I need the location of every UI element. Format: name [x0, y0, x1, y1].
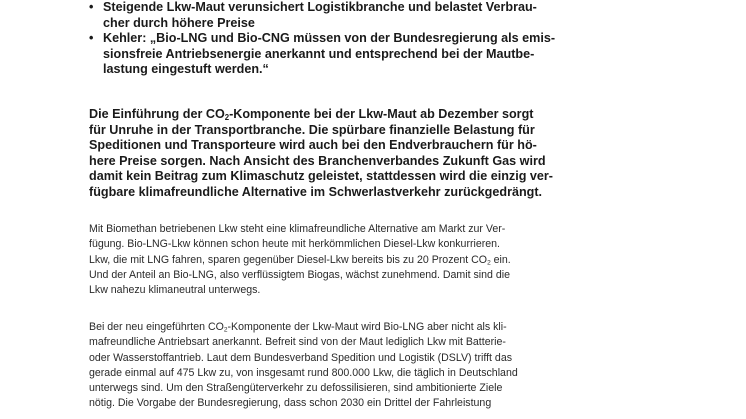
- body-paragraph-biomethan: [89, 222, 589, 298]
- bullet-item-kehler-quote: [89, 31, 579, 78]
- lead-line: Die Einführung der $CO_2$-Komponente bei der Lkw-Maut ab Dezember sorgt: [89, 107, 534, 122]
- body-line: Lkw, die mit LNG fahren, sparen gegenüber Diesel-Lkw bereits bis zu 20 Prozent $CO_2$ ein.: [89, 253, 511, 267]
- lead-line: Speditionen und Transporteure wird auch bei den Endverbrauchern für hö-: [89, 138, 537, 153]
- bullet-line: • Kehler: „Bio-LNG und Bio-CNG müssen von der Bundesregierung als emis-: [103, 31, 556, 46]
- body-line: Bei der neu eingeführten $CO_2$-Komponente der Lkw-Maut wird Bio-LNG aber nicht als kli-: [89, 321, 507, 334]
- lead-line: here Preise sorgen. Nach Ansicht des Branchenverbandes Zukunft Gas wird: [89, 153, 546, 168]
- bullet-item-maut: [89, 0, 579, 31]
- body-line: unterwegs sind. Um den Straßengüterverkehr zu defossilisieren, sind ambitionierte Ziele: [89, 382, 503, 395]
- body-paragraph-maut: [89, 320, 589, 412]
- bullet-line: • Steigende Lkw-Maut verunsichert Logistikbranche und belastet Verbrau-: [103, 0, 537, 14]
- lead-paragraph: [89, 107, 579, 201]
- body-line: Mit Biomethan betriebenen Lkw steht eine klimafreundliche Alternative am Markt zur Ver-: [89, 223, 506, 235]
- lead-line: fügbare klimafreundliche Alternative im Schwerlastverkehr zurückgedrängt.: [89, 184, 543, 199]
- lead-line: für Unruhe in der Transportbranche. Die spürbare finanzielle Belastung für: [89, 122, 535, 137]
- summary-bullet-list: [89, 0, 579, 78]
- lead-line: damit kein Beitrag zum Klimaschutz geleistet, stattdessen wird die einzig ver-: [89, 169, 553, 184]
- body-line: mafreundliche Antriebsart anerkannt. Befreit sind von der Maut lediglich Lkw mit Batterie-: [89, 336, 506, 349]
- body-line: nötig. Die Vorgabe der Bundesregierung, dass schon 2030 ein Drittel der Fahrleistung: [89, 397, 492, 410]
- body-line: Und der Anteil an Bio-LNG, also verflüssigtem Biogas, wächst zunehmend. Damit sind die: [89, 268, 511, 281]
- body-line: oder Wasserstoffantrieb. Laut dem Bundesverband Spedition und Logistik (DSLV) trifft das: [89, 351, 513, 364]
- bullet-line: lastung eingestuft werden.“: [103, 62, 269, 77]
- body-line: gerade einmal auf 475 Lkw zu, von insgesamt rund 800.000 Lkw, die täglich in Deutschland: [89, 366, 518, 379]
- body-line: fügung. Bio-LNG-Lkw können schon heute mit herkömmlichen Diesel-Lkw konkurrieren.: [89, 238, 500, 251]
- bullet-line: cher durch höhere Preise: [103, 15, 255, 30]
- body-line: Lkw nahezu klimaneutral unterwegs.: [89, 284, 261, 297]
- bullet-line: sionsfreie Antriebsenergie anerkannt und entsprechend bei der Mautbe-: [103, 46, 535, 61]
